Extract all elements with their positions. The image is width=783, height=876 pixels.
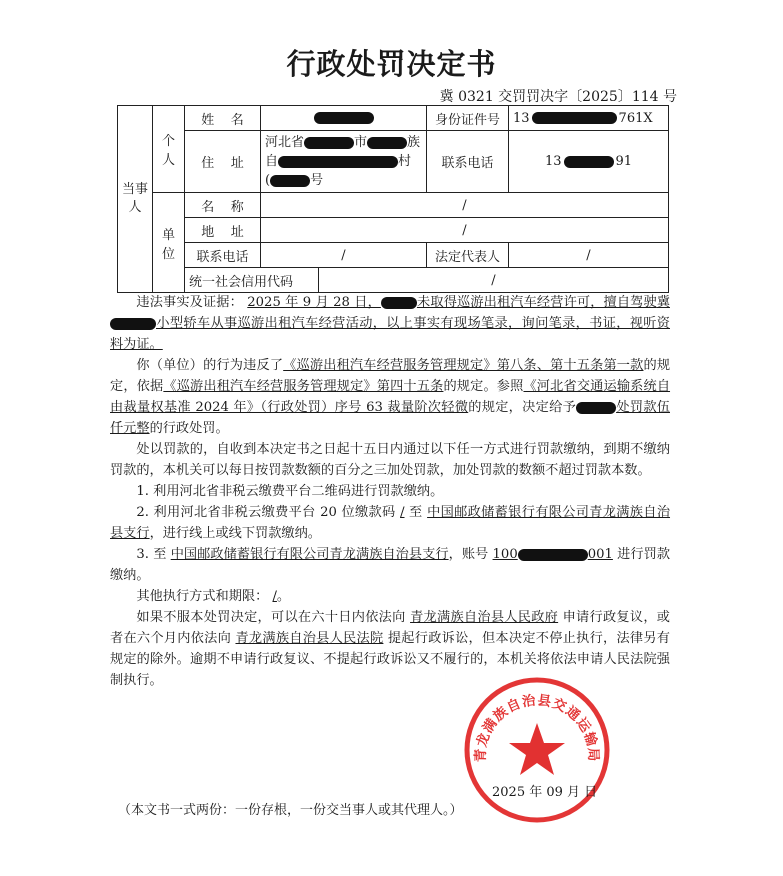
address-label: 住 址 <box>185 131 261 193</box>
org-phone-value: / <box>261 243 427 268</box>
redaction <box>532 112 617 124</box>
redaction <box>367 137 407 149</box>
redaction <box>110 318 156 330</box>
org-address-value: / <box>261 218 669 243</box>
redaction <box>518 549 588 561</box>
legal-rep-value: / <box>509 243 669 268</box>
facts-paragraph: 违法事实及证据： 2025 年 9 月 28 日， 未取得巡游出租汽车经营许可，擅自驾驶冀小型轿车从事巡游出租汽车经营活动，以上事实有现场笔录，询问笔录，书证，视听资料为证。 <box>110 295 670 352</box>
svg-text:青龙满族自治县交通运输局: 青龙满族自治县交通运输局 <box>472 692 602 763</box>
org-phone-label: 联系电话 <box>185 243 261 268</box>
phone-value: 13 91 <box>509 131 669 193</box>
document-title: 行政处罚决定书 <box>286 47 497 81</box>
violation-paragraph: 你（单位）的行为违反了《巡游出租汽车经营服务管理规定》第八条、第十五条第一款的规定，依据《巡游出租汽车经营服务管理规定》第四十五条的规定。参照《河北省交通运输系统自由裁量权基准 2024 年》（行政处罚）序号 63 裁量阶次轻微的规定，决定给予 处罚款伍仟元整的行政处罚。 <box>110 358 671 436</box>
redaction <box>564 156 614 168</box>
appeal-paragraph: 如果不服本处罚决定，可以在六十日内依法向 青龙满族自治县人民政府 申请行政复议，或者在六个月内依法向 青龙满族自治县人民法院 提起行政诉讼，但本决定不停止执行，法律另有规定的除外。逾期不申请行政复议、不提起行政诉讼又不履行的，本机关将依法申请人民法院强制执行。 <box>110 610 670 688</box>
redaction <box>270 175 310 187</box>
org-name-label: 名 称 <box>185 193 261 218</box>
legal-rep-label: 法定代表人 <box>427 243 509 268</box>
redaction <box>381 297 417 309</box>
payment-paragraph: 处以罚款的，自收到本决定书之日起十五日内通过以下任一方式进行罚款缴纳，到期不缴纳罚款的，本机关可以每日按罚款数额的百分之三加处罚款，加处罚款的数额不超过罚款本数。 <box>110 442 670 478</box>
party-label: 当事人 <box>118 106 153 293</box>
phone-label: 联系电话 <box>427 131 509 193</box>
decision-body <box>110 292 670 691</box>
redaction <box>314 112 374 124</box>
id-value: 13 761X <box>509 106 669 131</box>
payment-item-1: 1. 利用河北省非税云缴费平台二维码进行罚款缴纳。 <box>136 484 444 499</box>
redaction <box>278 156 398 168</box>
party-info-table <box>117 105 669 293</box>
other-methods: 其他执行方式和期限： /。 <box>136 589 291 604</box>
official-seal <box>462 675 612 825</box>
credit-code-value: / <box>319 268 669 293</box>
document-number: 冀 0321 交罚罚决字〔2025〕114 号 <box>439 89 677 105</box>
id-label: 身份证件号 <box>427 106 509 131</box>
footer-note: （本文书一式两份：一份存根，一份交当事人或其代理人。） <box>118 803 463 818</box>
redaction <box>576 402 616 414</box>
credit-code-label: 统一社会信用代码 <box>185 268 319 293</box>
redaction <box>304 137 354 149</box>
individual-label: 个人 <box>153 106 185 193</box>
unit-label: 单位 <box>153 193 185 293</box>
address-value: 河北省 市 族 自 村 ( 号 <box>261 131 427 193</box>
name-value <box>261 106 427 131</box>
payment-item-2: 2. 利用河北省非税云缴费平台 20 位缴款码 / 至 中国邮政储蓄银行有限公司青龙满族自治县支行，进行线上或线下罚款缴纳。 <box>110 505 671 541</box>
payment-item-3: 3. 至 中国邮政储蓄银行有限公司青龙满族自治县支行，账号 100 001 进行罚款缴纳。 <box>110 547 671 583</box>
org-name-value: / <box>261 193 669 218</box>
decision-date: 2025 年 09 月 日 <box>492 785 598 800</box>
name-label: 姓 名 <box>185 106 261 131</box>
org-address-label: 地 址 <box>185 218 261 243</box>
